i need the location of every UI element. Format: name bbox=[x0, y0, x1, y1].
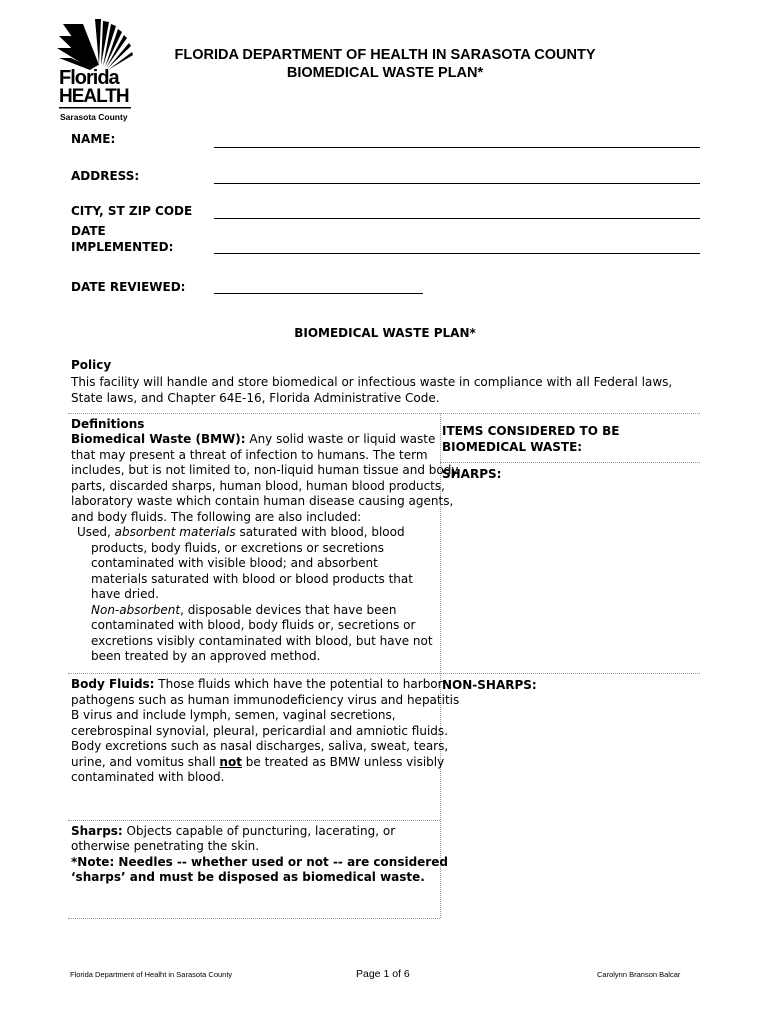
body-fluids-line bbox=[71, 677, 443, 693]
body-fluids-text-7: contaminated with blood. bbox=[71, 770, 225, 784]
bmw-text-5: laboratory waste which contain human disease causing agents, bbox=[71, 494, 454, 508]
sharps-term: Sharps: bbox=[71, 824, 123, 838]
sharps-note-2: ‘sharps’ and must be disposed as biomedical waste. bbox=[71, 870, 425, 884]
document-subtitle: BIOMEDICAL WASTE PLAN* bbox=[286, 65, 484, 81]
definitions-heading: Definitions bbox=[71, 417, 145, 431]
right-header-border bbox=[440, 462, 700, 463]
bmw-text-1: Any solid waste or liquid waste bbox=[245, 432, 436, 446]
address-label: ADDRESS: bbox=[71, 169, 140, 183]
footer-organization: Florida Department of Healht in Sarasota County bbox=[70, 970, 233, 979]
city-state-zip-field[interactable] bbox=[214, 218, 700, 219]
florida-health-logo bbox=[55, 15, 135, 122]
body-fluids-text-5: Body excretions such as nasal discharges, saliva, sweat, tears, bbox=[71, 739, 449, 753]
sharps-note-1: *Note: Needles -- whether used or not -- are considered bbox=[71, 855, 448, 869]
absorbent-term: absorbent materials bbox=[114, 525, 236, 539]
body-fluids-not: not bbox=[219, 755, 242, 769]
body-fluids-term: Body Fluids: bbox=[71, 677, 155, 691]
bmw-term: Biomedical Waste (BMW): bbox=[71, 432, 246, 446]
bmw-text-4: parts, discarded sharps, human blood, human blood products, bbox=[71, 479, 445, 493]
nonsharps-heading: NON-SHARPS: bbox=[442, 678, 537, 692]
body-fluids-6a: urine, and vomitus shall bbox=[71, 755, 220, 769]
logo-text-county: Sarasota County bbox=[60, 112, 128, 122]
date-reviewed-field[interactable] bbox=[214, 293, 423, 294]
absorbent-suffix: saturated with blood, blood bbox=[235, 525, 405, 539]
date-implemented-field[interactable] bbox=[214, 253, 700, 254]
items-heading-1: ITEMS CONSIDERED TO BE bbox=[442, 424, 620, 438]
bmw-text-3: includes, but is not limited to, non-liquid human tissue and body bbox=[71, 463, 459, 477]
sharps-heading: SHARPS: bbox=[442, 467, 502, 481]
date-implemented-label-2: IMPLEMENTED: bbox=[71, 240, 174, 254]
table-top-border bbox=[68, 413, 700, 414]
body-fluids-text-4: cerebrospinal synovial, pleural, pericardial and amniotic fluids. bbox=[71, 724, 448, 738]
row-divider-1 bbox=[68, 673, 700, 674]
absorbent-text-2: products, body fluids, or excretions or secretions bbox=[91, 541, 384, 555]
date-reviewed-label: DATE REVIEWED: bbox=[71, 280, 186, 294]
document-title: FLORIDA DEPARTMENT OF HEALTH IN SARASOTA COUNTY bbox=[174, 47, 596, 63]
logo-text-florida: Florida bbox=[59, 67, 119, 89]
body-fluids-text-3: B virus and include lymph, semen, vaginal secretions, bbox=[71, 708, 396, 722]
nonabsorbent-text-2: contaminated with blood, body fluids or, secretions or bbox=[91, 618, 416, 632]
absorbent-text-5: have dried. bbox=[91, 587, 159, 601]
page-number: Page 1 of 6 bbox=[356, 968, 410, 980]
absorbent-prefix: Used, bbox=[77, 525, 115, 539]
nonabsorbent-term: Non-absorbent bbox=[91, 603, 181, 617]
bmw-text-6: and body fluids. The following are also included: bbox=[71, 510, 362, 524]
address-field[interactable] bbox=[214, 183, 700, 184]
bmw-text-2: that may present a threat of infection to humans. The term bbox=[71, 448, 428, 462]
plan-section-title: BIOMEDICAL WASTE PLAN* bbox=[294, 326, 476, 340]
sharps-text-1: Objects capable of puncturing, lacerating, or bbox=[122, 824, 396, 838]
absorbent-text-4: materials saturated with blood or blood products that bbox=[91, 572, 413, 586]
body-fluids-text-1: Those fluids which have the potential to harbor bbox=[154, 677, 443, 691]
logo-divider bbox=[59, 107, 131, 110]
body-fluids-text-2: pathogens such as human immunodeficiency virus and hepatitis bbox=[71, 693, 460, 707]
absorbent-line bbox=[77, 525, 405, 541]
table-bottom-border bbox=[68, 918, 440, 919]
sunburst-icon bbox=[55, 15, 135, 71]
name-label: NAME: bbox=[71, 132, 116, 146]
policy-heading: Policy bbox=[71, 358, 112, 372]
date-implemented-label-1: DATE bbox=[71, 224, 106, 238]
policy-text: This facility will handle and store biomedical or infectious waste in compliance with all Federal laws, State laws, and Chapter 64E-16, Florida Administrative Code. bbox=[71, 375, 673, 405]
nonabsorbent-line bbox=[91, 603, 397, 619]
sharps-definition-line bbox=[71, 824, 395, 840]
nonabsorbent-text-3: excretions visibly contaminated with blood, but have not bbox=[91, 634, 433, 648]
city-state-zip-label: CITY, ST ZIP CODE bbox=[71, 204, 193, 218]
bmw-definition-line bbox=[71, 432, 435, 448]
nonabsorbent-text-4: been treated by an approved method. bbox=[91, 649, 321, 663]
absorbent-text-3: contaminated with visible blood; and absorbent bbox=[91, 556, 378, 570]
name-field[interactable] bbox=[214, 147, 700, 148]
sharps-text-2: otherwise penetrating the skin. bbox=[71, 839, 260, 853]
footer-author: Carolynn Branson Balcar bbox=[597, 970, 681, 979]
logo-text-health: HEALTH bbox=[59, 86, 129, 107]
body-fluids-6c: be treated as BMW unless visibly bbox=[241, 755, 445, 769]
body-fluids-text-6 bbox=[71, 755, 444, 771]
nonabsorbent-suffix: , disposable devices that have been bbox=[180, 603, 397, 617]
row-divider-2 bbox=[68, 820, 440, 821]
items-heading-2: BIOMEDICAL WASTE: bbox=[442, 440, 583, 454]
